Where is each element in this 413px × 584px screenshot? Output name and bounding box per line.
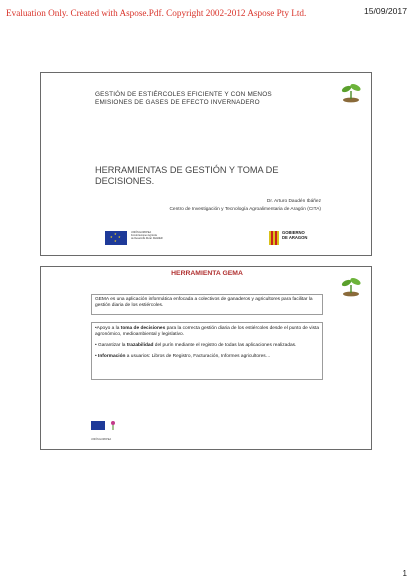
gema-intro-box xyxy=(91,294,323,315)
feature-decision-support: •Apoyo a la toma de decisiones para la correcta gestión diaria de los estiércoles desde el punto de vista agronómico, medioambiental y legislativo. xyxy=(95,326,319,337)
gobierno-aragon-logo: GOBIERNO DE ARAGON xyxy=(269,231,311,245)
slide2-eu-caption: UNIÓN EUROPEA xyxy=(91,438,112,441)
gema-features-box xyxy=(91,322,323,380)
slide1-author: Dr. Arturo Daudén Ibáñez xyxy=(266,199,321,204)
eu-fund-text: UNIÓN EUROPEA Fondo Europeo Agrícola de Desarrollo Rural. FEADER xyxy=(131,231,163,240)
slide1-organization: Centro de Investigación y Tecnología Agroalimentaria de Aragón (CITA) xyxy=(169,207,321,212)
slide-thumbnail-2 xyxy=(40,266,372,450)
page-number: 1 xyxy=(402,569,407,578)
flower-icon xyxy=(108,420,118,430)
print-date: 15/09/2017 xyxy=(363,6,407,16)
slide-thumbnail-1 xyxy=(40,72,372,256)
watermark-text: Evaluation Only. Created with Aspose.Pdf. Copyright 2002-2012 Aspose Pty Ltd. xyxy=(6,8,307,18)
sprout-logo-icon xyxy=(339,275,363,297)
eu-flag-icon xyxy=(91,421,105,430)
feature-information: • Información a usuarios: Libros de Registro, Facturación, Informes agricultores… xyxy=(95,354,271,359)
slide1-main-heading: HERRAMIENTAS DE GESTIÓN Y TOMA DE DECISIONES. xyxy=(95,165,279,186)
feature-traceability: • Garantizar la trazabilidad del purín mediante el registro de todas las aplicaciones realizadas. xyxy=(95,343,297,348)
slide2-heading: HERRAMIENTA GEMA xyxy=(171,270,243,277)
aragon-shield-icon xyxy=(269,231,279,245)
sprout-logo-icon xyxy=(339,81,363,103)
slide1-project-title: GESTIÓN DE ESTIÉRCOLES EFICIENTE Y CON MENOS EMISIONES DE GASES DE EFECTO INVERNADERO xyxy=(95,91,272,106)
gema-intro-text: GEMA es una aplicación informática enfocada a colectivos de ganaderos y agricultores para facilitar la gestión diaria de los estiércoles. xyxy=(95,297,313,308)
eu-flag-icon: ★ ★ ★ ★ xyxy=(105,231,127,245)
